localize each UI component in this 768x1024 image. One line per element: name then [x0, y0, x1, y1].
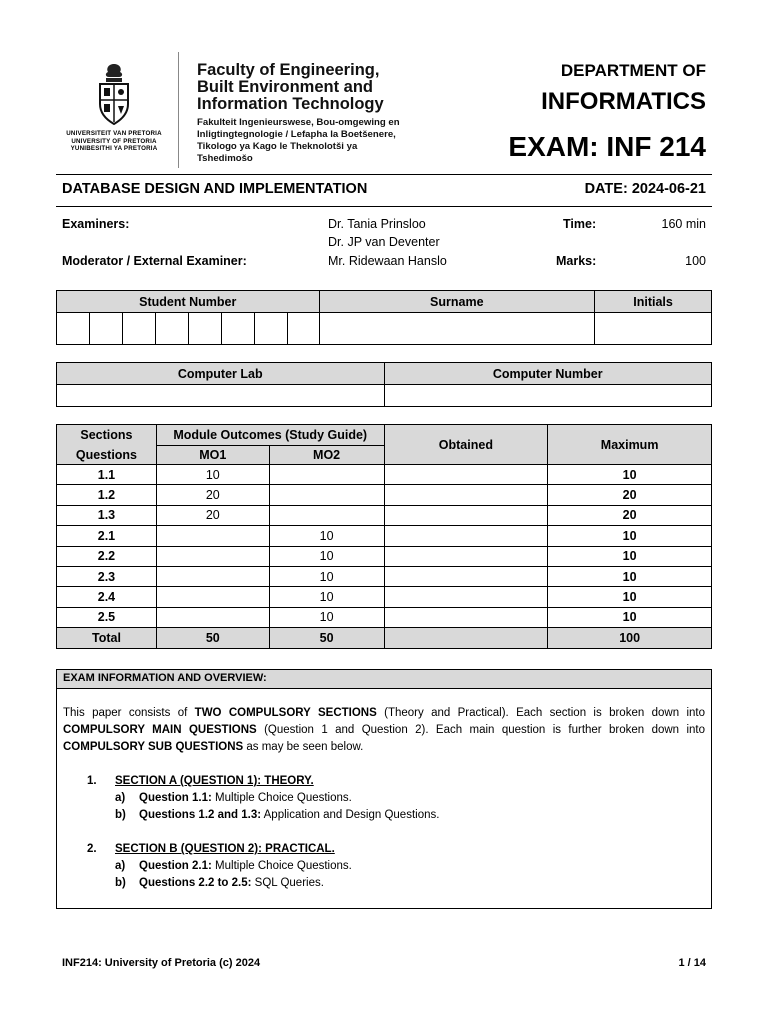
question-cell: 1.2	[57, 485, 157, 505]
table-row	[57, 505, 712, 525]
section-label: SECTION A (QUESTION 1): THEORY.	[115, 775, 314, 787]
sub-item-title: Question 2.1:	[139, 860, 212, 872]
surname-header: Surname	[319, 291, 595, 313]
mo2-cell: 10	[269, 546, 384, 566]
maximum-cell: 10	[548, 587, 712, 607]
table-row	[57, 607, 712, 627]
student-number-digit-cell[interactable]	[57, 313, 90, 345]
obtained-cell[interactable]	[384, 546, 548, 566]
time-value: 160 min	[661, 217, 706, 231]
faculty-logo	[58, 52, 408, 170]
student-number-digit-cell[interactable]	[188, 313, 221, 345]
examiner-name: Dr. Tania Prinsloo	[328, 217, 426, 231]
sub-item-letter: b)	[115, 809, 126, 821]
computer-number-cell[interactable]	[384, 385, 712, 407]
sub-item-letter: a)	[115, 860, 126, 872]
sub-item-title: Questions 2.2 to 2.5:	[139, 877, 252, 889]
exam-overview-box	[56, 669, 712, 909]
sections-header: Sections	[57, 425, 157, 446]
maximum-cell: 20	[548, 485, 712, 505]
mo2-cell: 10	[269, 566, 384, 586]
mo2-cell	[269, 505, 384, 525]
faculty-subtitle-line: Tikologo ya Kago le Theknolotši ya Tshedimošo	[197, 141, 358, 164]
mo2-cell: 10	[269, 587, 384, 607]
student-number-header: Student Number	[57, 291, 320, 313]
department-prefix: DEPARTMENT OF	[560, 61, 706, 80]
sub-item	[115, 807, 705, 824]
faculty-title-line: Information Technology	[197, 95, 384, 113]
question-cell: 2.4	[57, 587, 157, 607]
sub-item-text	[139, 875, 324, 892]
table-row	[57, 465, 712, 485]
overview-paragraph	[63, 705, 705, 756]
mo1-cell	[156, 546, 269, 566]
surname-cell[interactable]	[319, 313, 595, 345]
total-mo1: 50	[156, 628, 269, 648]
overview-text: This paper consists of	[63, 707, 195, 719]
sub-item-letter: a)	[115, 792, 126, 804]
course-title: DATABASE DESIGN AND IMPLEMENTATION	[62, 181, 368, 197]
mo2-cell: 10	[269, 526, 384, 546]
overview-text: as may be seen below.	[243, 741, 364, 753]
sub-item-description: Multiple Choice Questions.	[211, 860, 352, 872]
obtained-cell[interactable]	[384, 566, 548, 586]
mo1-cell	[156, 587, 269, 607]
table-row	[57, 566, 712, 586]
question-cell: 2.2	[57, 546, 157, 566]
obtained-cell[interactable]	[384, 607, 548, 627]
footer-copyright: INF214: University of Pretoria (c) 2024	[62, 957, 261, 969]
university-name	[58, 130, 170, 153]
examiners-label: Examiners:	[62, 217, 130, 231]
questions-header: Questions	[57, 446, 157, 465]
sub-item-title: Question 1.1:	[139, 792, 212, 804]
student-number-digit-cell[interactable]	[155, 313, 188, 345]
total-mo2: 50	[269, 628, 384, 648]
student-details-table	[56, 290, 712, 345]
mo1-cell: 10	[156, 465, 269, 485]
maximum-cell: 10	[548, 465, 712, 485]
department-name: INFORMATICS	[541, 88, 706, 115]
faculty-title	[197, 62, 384, 113]
total-maximum: 100	[548, 628, 712, 648]
page-number: 1 / 14	[678, 957, 706, 969]
mo2-cell	[269, 465, 384, 485]
obtained-cell[interactable]	[384, 505, 548, 525]
overview-emphasis: COMPULSORY MAIN QUESTIONS	[63, 724, 257, 736]
sections-list	[63, 773, 705, 892]
overview-body	[57, 689, 711, 892]
maximum-header: Maximum	[548, 425, 712, 465]
sub-item-letter: b)	[115, 877, 126, 889]
sub-item-text	[139, 790, 352, 807]
maximum-cell: 10	[548, 566, 712, 586]
university-name-line: YUNIBESITHI YA PRETORIA	[70, 145, 158, 153]
sub-item	[115, 790, 705, 807]
obtained-cell[interactable]	[384, 485, 548, 505]
mo1-cell	[156, 566, 269, 586]
student-number-digit-cell[interactable]	[89, 313, 122, 345]
sub-item-description: Application and Design Questions.	[261, 809, 440, 821]
question-cell: 2.5	[57, 607, 157, 627]
sub-item-description: Multiple Choice Questions.	[211, 792, 352, 804]
computer-number-header: Computer Number	[384, 363, 712, 385]
overview-text: (Theory and Practical). Each section is broken down into	[376, 707, 705, 719]
logo-divider	[178, 52, 179, 168]
overview-heading: EXAM INFORMATION AND OVERVIEW:	[57, 670, 711, 689]
marks-value: 100	[685, 254, 706, 268]
marks-table	[56, 424, 712, 649]
exam-date: DATE: 2024-06-21	[584, 181, 706, 197]
computer-lab-table	[56, 362, 712, 407]
maximum-cell: 10	[548, 546, 712, 566]
moderator-name: Mr. Ridewaan Hanslo	[328, 254, 447, 268]
table-row	[57, 485, 712, 505]
question-cell: 2.1	[57, 526, 157, 546]
table-row	[57, 546, 712, 566]
mo1-cell	[156, 607, 269, 627]
marks-label: Marks:	[556, 254, 597, 268]
table-row	[57, 526, 712, 546]
university-name-line: UNIVERSITEIT VAN PRETORIA	[66, 130, 162, 137]
question-cell: 2.3	[57, 566, 157, 586]
maximum-cell: 10	[548, 526, 712, 546]
question-cell: 1.1	[57, 465, 157, 485]
section-label: SECTION B (QUESTION 2): PRACTICAL.	[115, 843, 335, 855]
maximum-cell: 20	[548, 505, 712, 525]
overview-emphasis: TWO COMPULSORY SECTIONS	[194, 707, 377, 719]
mo1-cell	[156, 526, 269, 546]
faculty-subtitle-line: Inligtingtegnologie / Lefapha la Boetšenere,	[197, 129, 396, 140]
faculty-title-line: Built Environment and	[197, 78, 374, 96]
computer-lab-cell[interactable]	[57, 385, 385, 407]
obtained-cell[interactable]	[384, 465, 548, 485]
divider	[56, 174, 712, 175]
divider	[56, 206, 712, 207]
student-number-digit-cell[interactable]	[122, 313, 155, 345]
exam-code: EXAM: INF 214	[508, 131, 706, 162]
initials-header: Initials	[595, 291, 712, 313]
overview-emphasis: COMPULSORY SUB QUESTIONS	[63, 741, 244, 753]
time-label: Time:	[563, 217, 597, 231]
module-outcomes-header: Module Outcomes (Study Guide)	[156, 425, 384, 446]
sub-item-text	[139, 858, 352, 875]
university-name-line: UNIVERSITY OF PRETORIA	[71, 137, 157, 145]
initials-cell[interactable]	[595, 313, 712, 345]
mo1-cell: 20	[156, 505, 269, 525]
faculty-subtitle	[197, 117, 408, 165]
student-number-digit-cell[interactable]	[287, 313, 319, 345]
total-row	[57, 628, 712, 648]
examiner-name: Dr. JP van Deventer	[328, 235, 440, 249]
sub-item-text	[139, 807, 439, 824]
mo1-header: MO1	[156, 446, 269, 465]
obtained-header: Obtained	[384, 425, 548, 465]
total-label: Total	[57, 628, 157, 648]
mo2-cell	[269, 485, 384, 505]
mo2-header: MO2	[269, 446, 384, 465]
faculty-subtitle-line: Fakulteit Ingenieurswese, Bou-omgewing en	[197, 117, 400, 128]
university-crest-icon	[96, 62, 132, 128]
question-cell: 1.3	[57, 505, 157, 525]
computer-lab-header: Computer Lab	[57, 363, 385, 385]
mo1-cell: 20	[156, 485, 269, 505]
sub-item-description: SQL Queries.	[251, 877, 324, 889]
maximum-cell: 10	[548, 607, 712, 627]
table-row	[57, 587, 712, 607]
mo2-cell: 10	[269, 607, 384, 627]
section-item	[87, 841, 705, 858]
student-number-digit-cell[interactable]	[221, 313, 254, 345]
sub-item-title: Questions 1.2 and 1.3:	[139, 809, 262, 821]
overview-text: (Question 1 and Question 2). Each main question is further broken down into	[256, 724, 705, 736]
student-number-digit-cell[interactable]	[254, 313, 287, 345]
moderator-label: Moderator / External Examiner:	[62, 254, 247, 268]
section-item	[87, 773, 705, 790]
obtained-cell[interactable]	[384, 526, 548, 546]
sub-item	[115, 858, 705, 875]
faculty-title-line: Faculty of Engineering,	[197, 61, 380, 79]
section-number: 2.	[87, 843, 97, 855]
obtained-cell[interactable]	[384, 587, 548, 607]
section-number: 1.	[87, 775, 97, 787]
sub-item	[115, 875, 705, 892]
total-obtained-cell[interactable]	[384, 628, 548, 648]
